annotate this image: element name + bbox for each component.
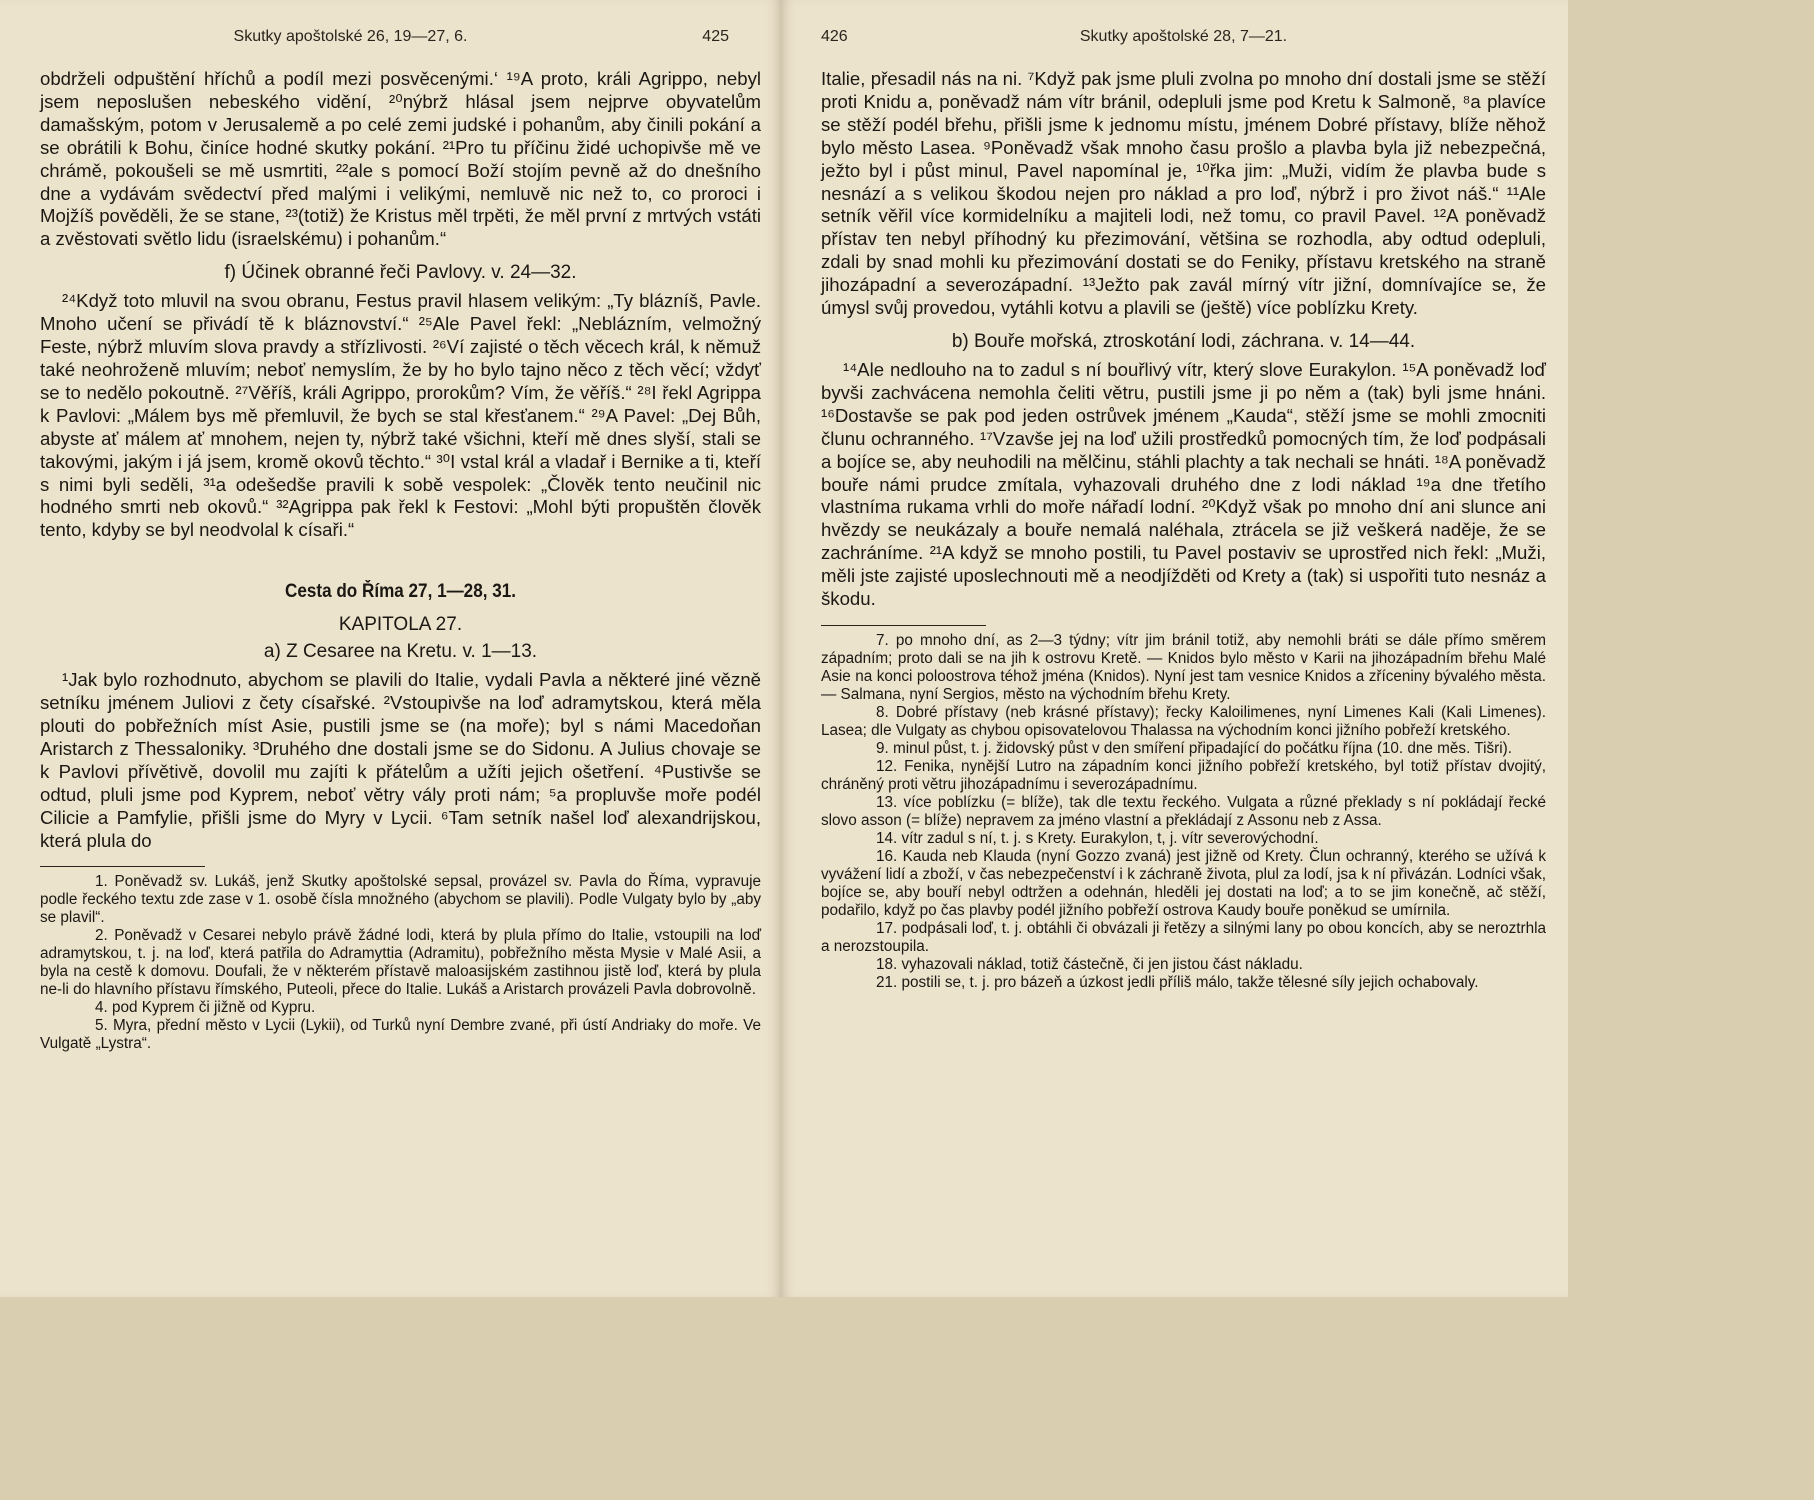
left-page [0, 0, 781, 1297]
footnote: 21. postili se, t. j. pro bázeň a úzkost jedli příliš málo, takže tělesné síly jejich ochabovaly. [876, 973, 1479, 991]
footnote: 4. pod Kyprem či jižně od Kypru. [95, 999, 316, 1017]
right-page [781, 0, 1568, 1297]
page-number: 426 [821, 28, 848, 45]
footnotes [821, 632, 1546, 992]
section-heading: b) Bouře mořská, ztroskotání lodi, záchrana. v. 14—44. [951, 330, 1416, 352]
footnote: 9. minul půst, t. j. židovský půst v den smíření připadající do počátku října (10. dne měs. Tišri). [876, 739, 1512, 757]
footnote: 5. Myra, přední město v Lycii (Lykii), od Turků nyní Dembre zvané, při ústí Andriaky do moře. Ve Vulgatě „Lystra“. [40, 1017, 761, 1053]
chapter-heading: KAPITOLA 27. [338, 614, 463, 636]
paragraph: ¹⁴Ale nedlouho na to zadul s ní bouřlivý vítr, který slove Eurakylon. ¹⁵A poněvadž loď byvši zachvácena nemohla čeliti větru, pustili jsme ji po něm a (tak) byli jsme hnáni. ¹⁶Dostavše se pak pod jeden ostrůvek jménem „Kauda“, stěží jsme se mohli zmocniti člunu ochranného. ¹⁷Vzavše jej na loď užili prostředků pomocných tím, že loď podpásali a bojíce se, aby neuhodili na mělčinu, stáhli plachty a tak nechali se hnáti. ¹⁸A poněvadž bouře námi prudce zmítala, vyhazovali druhého dne z lodi náklad ¹⁹a dne třetího vlastníma rukama vrhli do moře nářadí lodní. ²⁰Když však po mnoho dní ani slunce ani hvězdy se neukázaly a bouře nemalá naléhala, ztrácela se již veškerá naděje, že se zachráníme. ²¹A když se mnoho postili, tu Pavel postaviv se uprostřed nich řekl: „Muži, měli jste zajisté uposlechnouti mě a neodjížděti od Krety a (tak) si uspořiti tuto nesnáz a škodu. [821, 358, 1546, 610]
footnote: 14. vítr zadul s ní, t. j. s Krety. Eurakylon, t, j. vítr severovýchodní. [876, 829, 1319, 847]
paragraph: obdrželi odpuštění hříchů a podíl mezi posvěcenými.‘ ¹⁹A proto, králi Agrippo, nebyl jsem neposlušen nebeského vidění, ²⁰nýbrž hlásal jsem nejprve obyvatelům damašským, potom v Jerusalemě a po celé zemi judské i pohanům, aby činili pokání a se obrátili k Bohu, činíce hodné skutky pokání. ²¹Pro tu příčinu židé uchopivše mě ve chrámě, pokoušeli se mě usmrtiti, ²²ale s pomocí Boží stojím pevně až do dnešního dne a vydávám svědectví před malými i velikými, nemluvě nic než to, co proroci i Mojžíš pověděli, že se stane, ²³(totiž) že Kristus měl trpěti, že měl první z mrtvých vstáti a zvěstovati světlo lidu (israelskému) i pohanům.“ [40, 68, 761, 250]
left-page-body [40, 68, 761, 852]
part-heading: Cesta do Říma 27, 1—28, 31. [285, 581, 516, 603]
footnote: 17. podpásali loď, t. j. obtáhli či obvázali ji řetězy a silnými lany po obou koncích, aby se neroztrhla a nerozstoupila. [821, 919, 1546, 955]
right-page-header [821, 24, 1546, 50]
footnote: 8. Dobré přístavy (neb krásné přístavy); řecky Kaloilimenes, nyní Limenes Kali (Kali Limenes). Lasea; dle Vulgaty as chybou opisovatelovou Thalassa na východním konci jižního pobřeží kretského. [821, 703, 1546, 739]
paragraph: ¹Jak bylo rozhodnuto, abychom se plavili do Italie, vydali Pavla a některé jiné vězně setníku jménem Juliovi z čety císařské. ²Vstoupivše na loď adramytskou, která měla plouti do pobřežních míst Asie, pustili jsme se (na moře); byl s námi Macedoňan Aristarch z Thessaloniky. ³Druhého dne dostali jsme se do Sidonu. A Julius chovaje se k Pavlovi přívětivě, dovolil mu zajíti k přátelům a užíti jejich ošetření. ⁴Pustivše se odtud, pluli jsme pod Kyprem, neboť větry vály proti nám; ⁵a propluvše moře podél Cilicie a Pamfylie, přišli jsme do Myry v Lycii. ⁶Tam setník našel loď alexandrijskou, která plula do [40, 669, 761, 851]
right-page-body [821, 68, 1546, 611]
running-title: Skutky apoštolské 28, 7—21. [1079, 28, 1288, 45]
footnote: 12. Fenika, nynější Lutro na západním konci jižního pobřeží kretského, byl totiž přístav dvojitý, chráněný proti větru jihozápadnímu i severozápadnímu. [821, 757, 1546, 793]
section-heading: f) Účinek obranné řeči Pavlovy. v. 24—32. [224, 262, 577, 284]
footnote: 13. více poblízku (= blíže), tak dle textu řeckého. Vulgata a různé překlady s ní pokládají řecké slovo asson (= blíže) nepravem za jméno vlastní a překládají z Assonu neb z Assa. [821, 793, 1546, 829]
paragraph: Italie, přesadil nás na ni. ⁷Když pak jsme pluli zvolna po mnoho dní dostali jsme se stěží proti Knidu a, poněvadž nám vítr bránil, odepluli jsme pod Kretu k Salmoně, ⁸a plavíce se stěží podél břehu, přišli jsme k jednomu místu, jménem Dobré přístavy, blíže něhož bylo město Lasea. ⁹Poněvadž však mnoho času prošlo a plavba byla již nebezpečná, ježto byl i půst minul, Pavel napomínal je, ¹⁰řka jim: „Muži, vidím že plavba bude s nesnází a s velikou škodou nejen pro náklad a pro loď, nýbrž i pro život náš.“ ¹¹Ale setník věřil více kormidelníku a majiteli lodi, než tomu, co pravil Pavel. ¹²A poněvadž přístav ten nebyl příhodný ku přezimování, většina se rozhodla, aby odtud odepluli, zdali by snad mohli ku přezimování dostati se do Feniky, přístavu kretského na straně jihozápadní a severozápadní. ¹³Ježto pak zavál mírný vítr jižní, domnívajíce se, že úmysl svůj provedou, vytáhli kotvu a plavili se (ještě) více poblízku Krety. [821, 68, 1546, 319]
footnote-divider [821, 625, 986, 626]
footnote: 16. Kauda neb Klauda (nyní Gozzo zvaná) jest jižně od Krety. Člun ochranný, kterého se užívá k vyvážení lidí a zboží, v čas nebezpečenství i k záchraně života, plul za lodí, jsa k ní přivázán. Lodníci však, bojíce se, aby bouří nebyl odtržen a odehnán, hleděli jej dostati na loď; a to se jim konečně, ač stěží, podařilo, když po čas plavby podél jižního pobřeží ostrova Kaudy bouře poněkud se umírnila. [821, 847, 1546, 919]
footnote: 18. vyhazovali náklad, totiž částečně, či jen jistou část nákladu. [876, 955, 1303, 973]
footnote: 7. po mnoho dní, as 2—3 týdny; vítr jim bránil totiž, aby nemohli bráti se dále přímo směrem západním; proto dali se na jih k ostrovu Kretě. — Knidos bylo město v Karii na jihozápadním břehu Malé Asie na konci poloostrova téhož jména (Knidos). Nyní jest tam vesnice Knidos a zříceniny bývalého města. — Salmana, nyní Sergios, město na východním břehu Krety. [821, 631, 1546, 703]
footnotes [40, 873, 761, 1053]
paragraph: ²⁴Když toto mluvil na svou obranu, Festus pravil hlasem velikým: „Ty blázníš, Pavle. Mnoho učení se přivádí tě k bláznovství.“ ²⁵Ale Pavel řekl: „Neblázním, velmožný Feste, nýbrž mluvím slova pravdy a střízlivosti. ²⁶Ví zajisté o těch věcech král, k němuž také neohroženě mluvím; neboť nemyslím, že by ho bylo tajno něco z těch věcí; vždyť se to nedělo pokoutně. ²⁷Věříš, králi Agrippo, prorokům? Vím, že věříš.“ ²⁸I řekl Agrippa k Pavlovi: „Málem bys mě přemluvil, že bych se stal křesťanem.“ ²⁹A Pavel: „Dej Bůh, abyste ať málem ať mnohem, nejen ty, nýbrž také všichni, kteří mě dnes slyší, stali se takovými, jakým i já jsem, kromě okovů těchto.“ ³⁰I vstal král a vladař i Bernike a ti, kteří s nimi byli seděli, ³¹a odešedše pravili k sobě vespolek: „Člověk tento neučinil nic hodného smrti neb okovů.“ ³²Agrippa pak řekl k Festovi: „Mohl býti propuštěn člověk tento, kdyby se byl neodvolal k císaři.“ [40, 290, 761, 541]
running-title: Skutky apoštolské 26, 19—27, 6. [233, 28, 468, 45]
left-page-header [40, 24, 761, 50]
footnote: 2. Poněvadž v Cesarei nebylo právě žádné lodi, která by plula přímo do Italie, vstoupili na loď adramytskou, t. j. na loď, která patřila do Adramyttia (Adramitu), pobřežního města Mysie v Malé Asii, a byla na cestě k domovu. Doufali, že v některém přístavě maloasijském zastihnou jistě loď, která by plula ne-li do hlavního přístavu římského, Puteoli, přece do Italie. Lukáš a Aristarch provázeli Pavla dobrovolně. [40, 927, 761, 999]
section-heading: a) Z Cesaree na Kretu. v. 1—13. [263, 641, 538, 663]
footnote-divider [40, 866, 205, 867]
page-number: 425 [702, 28, 729, 45]
footnote: 1. Poněvadž sv. Lukáš, jenž Skutky apoštolské sepsal, provázel sv. Pavla do Říma, vypravuje podle řeckého textu zde zase v 1. osobě čísla množného (abychom se plavili). Podle Vulgaty bylo by „aby se plavil“. [40, 873, 761, 927]
